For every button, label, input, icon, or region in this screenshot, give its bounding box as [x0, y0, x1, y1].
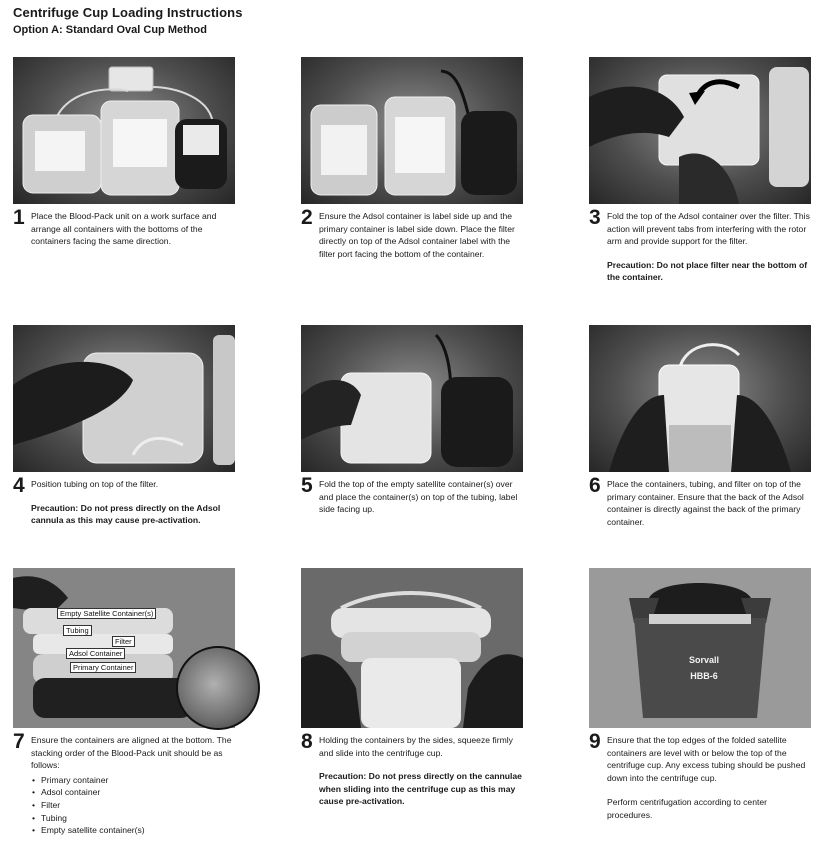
step-text: Ensure that the top edges of the folded satellite containers are level with or below the top of the centrifuge cup. Any excess tubing should be pushed down into the centrifuge cup.	[607, 735, 806, 783]
step-6-panel	[589, 325, 811, 528]
precaution-text: Precaution: Do not press directly on the Adsol cannula as this may cause pre-activation.	[31, 502, 221, 526]
precaution-text: Precaution: Do not press directly on the cannulae when sliding into the centrifuge cup as this may cause pre-activation.	[319, 771, 522, 807]
cup-brand-label	[689, 654, 719, 683]
step-number: 9	[589, 730, 601, 753]
step-5	[301, 474, 523, 516]
step-text: Fold the top of the empty satellite container(s) over and place the container(s) on top of the tubing, label side facing up.	[319, 479, 518, 515]
model-text: HBB-6	[690, 671, 718, 681]
list-item: • Primary container	[31, 774, 235, 787]
document-subtitle: Option A: Standard Oval Cup Method	[13, 24, 207, 36]
step-number: 3	[589, 206, 601, 229]
step-7-photo	[13, 568, 235, 715]
step-6-photo	[589, 325, 811, 472]
step-number: 5	[301, 474, 313, 497]
label-primary: Primary Container	[70, 662, 136, 673]
step-number: 6	[589, 474, 601, 497]
step-text: Holding the containers by the sides, squeeze firmly and slide into the centrifuge cup.	[319, 735, 513, 758]
step-8-panel	[301, 568, 523, 808]
step-note: Perform centrifugation according to center procedures.	[607, 797, 768, 820]
step-text: Ensure the Adsol container is label side up and the primary container is label side down. Place the filter directly on top of the Adsol container label with the filter port facing the bottom of the container.	[319, 211, 515, 259]
list-item: • Adsol container	[31, 786, 235, 799]
step-1-photo	[13, 57, 235, 204]
step-8-photo	[301, 568, 523, 728]
step-9	[589, 730, 811, 822]
step-7	[13, 730, 235, 837]
step-text: Position tubing on top of the filter.	[31, 479, 159, 489]
step-number: 4	[13, 474, 25, 497]
step-number: 2	[301, 206, 313, 229]
step-3-panel	[589, 57, 811, 284]
step-5-photo	[301, 325, 523, 472]
step-6	[589, 474, 811, 528]
precaution-text: Precaution: Do not place filter near the bottom of the container.	[607, 259, 808, 283]
step-number: 8	[301, 730, 313, 753]
stacking-order-list	[31, 774, 235, 837]
step-text: Fold the top of the Adsol container over the filter. This action will prevent tabs from interfering with the rotor arm and provide support for the filter.	[607, 211, 810, 247]
step-number: 1	[13, 206, 25, 229]
step-4-photo	[13, 325, 235, 472]
step-3	[589, 206, 811, 284]
list-item: • Filter	[31, 799, 235, 812]
step-3-photo	[589, 57, 811, 204]
step-4-panel	[13, 325, 235, 527]
document-title: Centrifuge Cup Loading Instructions	[13, 5, 243, 20]
step-8	[301, 730, 523, 808]
label-filter: Filter	[112, 636, 135, 647]
list-item: • Empty satellite container(s)	[31, 824, 235, 837]
label-adsol: Adsol Container	[66, 648, 125, 659]
step-9-panel	[589, 568, 811, 822]
inset-closeup	[176, 646, 260, 730]
step-1-panel	[13, 57, 235, 248]
step-9-photo	[589, 568, 811, 728]
step-2-photo	[301, 57, 523, 204]
list-item: • Tubing	[31, 812, 235, 825]
step-4	[13, 474, 235, 527]
step-number: 7	[13, 730, 25, 753]
step-1	[13, 206, 235, 248]
step-2	[301, 206, 523, 260]
step-text: Place the Blood-Pack unit on a work surface and arrange all containers with the bottoms of the containers facing the same direction.	[31, 211, 217, 247]
label-tubing: Tubing	[63, 625, 92, 636]
document-header	[13, 5, 243, 36]
step-text: Ensure the containers are aligned at the bottom. The stacking order of the Blood-Pack unit should be as follows:	[31, 735, 232, 771]
step-text: Place the containers, tubing, and filter on top of the primary container. Ensure that the back of the Adsol container is directly against the back of the primary container.	[607, 479, 804, 527]
step-7-panel	[13, 568, 235, 837]
label-satellite: Empty Satellite Container(s)	[57, 608, 156, 619]
step-2-panel	[301, 57, 523, 260]
brand-text: Sorvall	[689, 655, 720, 665]
step-5-panel	[301, 325, 523, 516]
